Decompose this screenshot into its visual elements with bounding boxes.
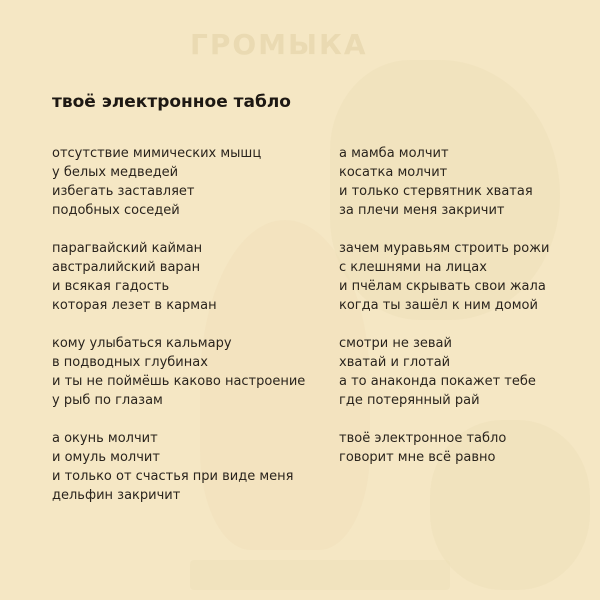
lyric-line: хватай и глотай bbox=[339, 355, 451, 370]
lyric-line: парагвайский кайман bbox=[52, 241, 203, 256]
lyric-line: твоё электронное табло bbox=[339, 431, 507, 446]
lyrics-left-column bbox=[52, 144, 322, 524]
lyric-line: с клешнями на лицах bbox=[339, 260, 487, 275]
lyric-line: а то анаконда покажет тебе bbox=[339, 374, 536, 389]
lyric-line: косатка молчит bbox=[339, 165, 448, 180]
lyric-line: и всякая гадость bbox=[52, 279, 170, 294]
lyric-line: и только от счастья при виде меня bbox=[52, 469, 294, 484]
lyric-line: и только стервятник хватая bbox=[339, 184, 533, 199]
stanza bbox=[339, 239, 589, 315]
stanza bbox=[52, 239, 322, 315]
stanza bbox=[52, 334, 322, 410]
lyric-line: кому улыбаться кальмару bbox=[52, 336, 232, 351]
stanza bbox=[339, 144, 589, 220]
lyrics-right-column bbox=[339, 144, 589, 486]
lyric-line: где потерянный рай bbox=[339, 393, 480, 408]
band-watermark: ГРОМЫКА bbox=[190, 28, 368, 61]
lyric-line: смотри не зевай bbox=[339, 336, 452, 351]
lyric-line: дельфин закричит bbox=[52, 488, 181, 503]
lyric-line: у рыб по глазам bbox=[52, 393, 163, 408]
lyric-line: и ты не поймёшь каково настроение bbox=[52, 374, 306, 389]
lyric-line: которая лезет в карман bbox=[52, 298, 217, 313]
lyric-line: и пчёлам скрывать свои жала bbox=[339, 279, 546, 294]
stanza bbox=[52, 144, 322, 220]
lyric-line: говорит мне всё равно bbox=[339, 450, 496, 465]
lyric-line: избегать заставляет bbox=[52, 184, 195, 199]
stanza bbox=[52, 429, 322, 505]
lyric-line: у белых медведей bbox=[52, 165, 179, 180]
lyric-line: и омуль молчит bbox=[52, 450, 160, 465]
lyric-line: когда ты зашёл к ним домой bbox=[339, 298, 538, 313]
lyric-line: подобных соседей bbox=[52, 203, 180, 218]
lyric-line: а мамба молчит bbox=[339, 146, 449, 161]
stanza bbox=[339, 334, 589, 410]
background-photo-shape bbox=[190, 560, 450, 590]
lyric-line: в подводных глубинах bbox=[52, 355, 208, 370]
lyric-line: за плечи меня закричит bbox=[339, 203, 505, 218]
lyric-line: отсутствие мимических мышц bbox=[52, 146, 262, 161]
lyric-line: а окунь молчит bbox=[52, 431, 158, 446]
song-title: твоё электронное табло bbox=[52, 92, 291, 112]
lyric-line: зачем муравьям строить рожи bbox=[339, 241, 550, 256]
stanza bbox=[339, 429, 589, 467]
lyric-line: австралийский варан bbox=[52, 260, 201, 275]
